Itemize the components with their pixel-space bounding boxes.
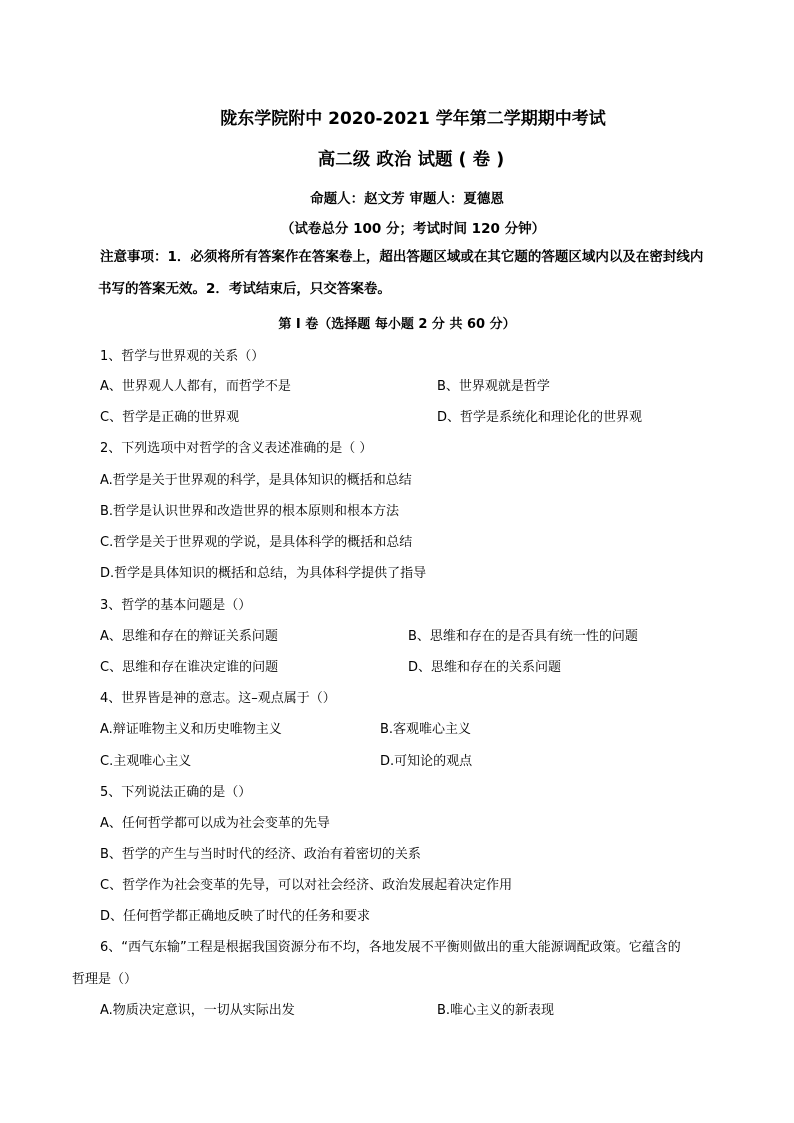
question-6-option-a: A.物质决定意识，一切从实际出发 (100, 1003, 295, 1018)
question-5-option-a: A、任何哲学都可以成为社会变革的先导 (100, 816, 330, 831)
question-2-stem: 2、下列选项中对哲学的含义表述准确的是（ ） (100, 441, 373, 456)
question-5-option-c: C、哲学作为社会变革的先导，可以对社会经济、政治发展起着决定作用 (100, 878, 513, 893)
question-4-stem: 4、世界皆是神的意志。这–观点属于（） (100, 691, 336, 706)
notice-line-1: 注意事项：1．必须将所有答案作在答案卷上，超出答题区域或在其它题的答题区域内以及在密封线内 (100, 249, 704, 265)
question-3-stem: 3、哲学的基本问题是（） (100, 598, 252, 613)
question-6-option-b: B.唯心主义的新表现 (437, 1003, 555, 1018)
question-1-stem: 1、哲学与世界观的关系（） (100, 349, 265, 364)
question-3-option-b: B、思维和存在的是否具有统一性的问题 (408, 629, 638, 644)
question-4-option-a: A.辩证唯物主义和历史唯物主义 (100, 722, 282, 737)
question-1-option-d: D、哲学是系统化和理论化的世界观 (437, 410, 643, 425)
question-5-stem: 5、下列说法正确的是（） (100, 785, 252, 800)
exam-title: 陇东学院附中 2020-2021 学年第二学期期中考试 (220, 109, 606, 129)
exam-subtitle: 高二级 政治 试题 ( 卷 ) (317, 150, 505, 170)
question-4-option-b: B.客观唯心主义 (380, 722, 472, 737)
exam-authors: 命题人：赵文芳 审题人：夏德恩 (310, 191, 504, 207)
question-2-option-b: B.哲学是认识世界和改造世界的根本原则和根本方法 (100, 504, 400, 519)
question-2-option-d: D.哲学是具体知识的概括和总结，为具体科学提供了指导 (100, 566, 427, 581)
notice-block (100, 241, 730, 305)
question-1-option-a: A、世界观人人都有，而哲学不是 (100, 379, 291, 394)
question-2-option-a: A.哲学是关于世界观的科学，是具体知识的概括和总结 (100, 473, 412, 488)
section-title: 第 I 卷（选择题 每小题 2 分 共 60 分） (278, 317, 516, 332)
notice-line-2: 书写的答案无效。2．考试结束后，只交答案卷。 (98, 281, 391, 297)
exam-time-info: （试卷总分 100 分；考试时间 120 分钟） (280, 221, 546, 237)
question-1-option-c: C、哲学是正确的世界观 (100, 410, 240, 425)
question-3-option-a: A、思维和存在的辩证关系问题 (100, 629, 278, 644)
question-1-option-b: B、世界观就是哲学 (437, 379, 550, 394)
question-3-option-c: C、思维和存在谁决定谁的问题 (100, 660, 279, 675)
question-6-stem-line-1: 6、“西气东输”工程是根据我国资源分布不均，各地发展不平衡则做出的重大能源调配政策。它蕴含的 (100, 940, 681, 955)
question-5-option-d: D、任何哲学都正确地反映了时代的任务和要求 (100, 909, 371, 924)
question-6-stem-line-2: 哲理是（） (72, 972, 138, 987)
question-4-option-c: C.主观唯心主义 (100, 754, 192, 769)
question-4-option-d: D.可知论的观点 (380, 754, 473, 769)
question-3-option-d: D、思维和存在的关系问题 (408, 660, 562, 675)
question-5-option-b: B、哲学的产生与当时时代的经济、政治有着密切的关系 (100, 847, 421, 862)
question-2-option-c: C.哲学是关于世界观的学说，是具体科学的概括和总结 (100, 535, 413, 550)
